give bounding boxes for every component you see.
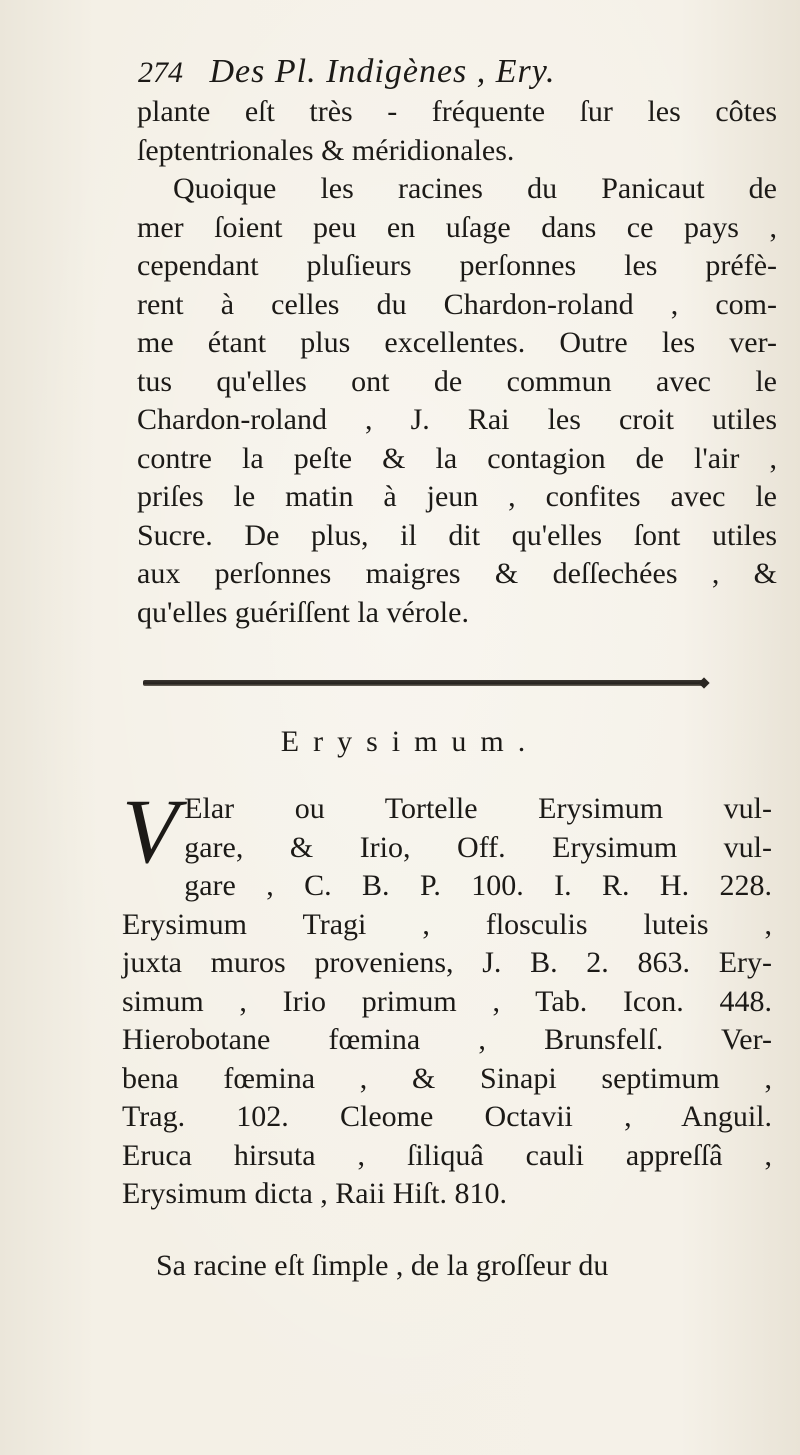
text-line: mer ſoient peu en uſage dans ce pays , [137, 210, 777, 244]
running-title: Des Pl. Indigènes , Ery. [209, 53, 556, 90]
entry-line: Elar ou Tortelle Erysimum vul- [184, 792, 772, 825]
entry-line: Hierobotane fœmina , Brunsfelſ. Ver- [122, 1023, 772, 1056]
page-header [138, 52, 668, 93]
text-line: ſeptentrionales & méridionales. [137, 133, 515, 167]
erysimum-entry [122, 780, 772, 1214]
text-line: qu'elles guériſſent la vérole. [137, 595, 469, 629]
text-line: Quoique les racines du Panicaut de [173, 172, 777, 205]
text-line: rent à celles du Chardon-roland , com- [137, 287, 777, 321]
text-line: plante eſt très - fréquente ſur les côtes [137, 95, 777, 128]
entry-line: gare, & Irio, Off. Erysimum vul- [184, 830, 772, 864]
entry-line: Erysimum dicta , Raii Hiſt. 810. [122, 1177, 507, 1210]
entry-line: Trag. 102. Cleome Octavii , Anguil. [122, 1100, 772, 1133]
text-line: me étant plus excellentes. Outre les ver- [137, 326, 777, 359]
page-number: 274 [138, 56, 183, 89]
continuation-line: Sa racine eſt ſimple , de la groſſeur du [156, 1249, 609, 1282]
text-line: cependant pluſieurs perſonnes les préfè- [137, 249, 777, 282]
entry-line: gare , C. B. P. 100. I. R. H. 228. [184, 869, 772, 902]
entry-line: juxta muros proveniens, J. B. 2. 863. Ery- [122, 946, 772, 979]
text-line: contre la peſte & la contagion de l'air , [137, 441, 777, 475]
section-heading: Erysimum. [280, 725, 540, 758]
entry-line: bena fœmina , & Sinapi septimum , [122, 1061, 772, 1095]
entry-line: Eruca hirsuta , ſiliquâ cauli appreſſâ , [122, 1138, 772, 1172]
text-line: tus qu'elles ont de commun avec le [137, 364, 777, 398]
text-line: priſes le matin à jeun , confites avec le [137, 480, 777, 513]
text-line: Chardon-roland , J. Rai les croit utiles [137, 403, 777, 436]
text-line: aux perſonnes maigres & deſſechées , & [137, 557, 777, 590]
text-line: Sucre. De plus, il dit qu'elles ſont utiles [137, 518, 777, 552]
paragraph-panicaut [137, 93, 777, 632]
drop-capital: V [122, 780, 179, 882]
entry-line: Erysimum Tragi , flosculis luteis , [122, 907, 772, 941]
entry-line: simum , Irio primum , Tab. Icon. 448. [122, 984, 772, 1018]
section-divider [143, 680, 705, 686]
